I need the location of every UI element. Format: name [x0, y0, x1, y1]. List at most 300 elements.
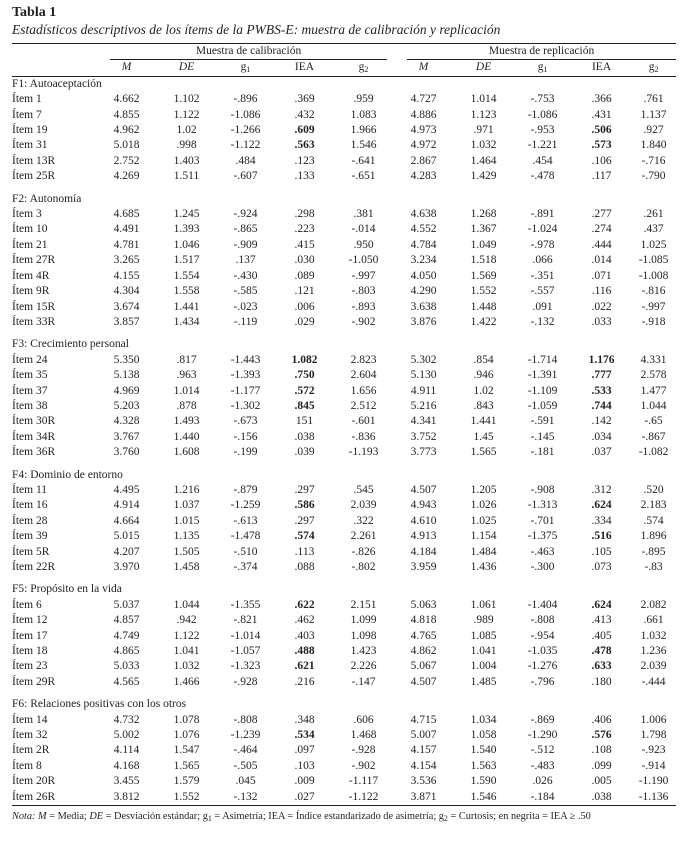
table-cell: 2.867: [410, 154, 437, 167]
table-cell: -1.086: [527, 108, 558, 121]
table-cell: -.821: [233, 614, 258, 627]
table-cell: -.869: [530, 713, 555, 726]
table-cell: .971: [473, 124, 494, 137]
table-cell: .633: [591, 660, 612, 673]
table-cell: 5.037: [113, 598, 140, 611]
table-row: [12, 598, 676, 613]
item-label: Ítem 22R: [12, 561, 56, 573]
table-cell: .369: [294, 93, 315, 106]
item-label: Ítem 23: [12, 660, 48, 673]
table-cell: 2.823: [350, 353, 377, 366]
table-cell: 1.037: [173, 499, 200, 512]
table-row: [12, 284, 676, 299]
table-cell: .039: [294, 446, 315, 459]
table-cell: 4.855: [113, 108, 140, 121]
table-cell: 1.076: [173, 729, 200, 742]
table-cell: 4.155: [113, 269, 140, 282]
table-cell: 4.732: [113, 713, 140, 726]
table-cell: .573: [591, 139, 612, 152]
table-cell: -1.478: [230, 530, 261, 543]
item-label: Ítem 29R: [12, 675, 56, 688]
table-cell: 4.304: [113, 285, 140, 298]
item-label: Ítem 19: [12, 124, 48, 137]
table-cell: -1.085: [638, 254, 669, 267]
table-cell: -.351: [530, 269, 555, 282]
table-cell: 5.138: [113, 369, 140, 382]
table-cell: .103: [294, 759, 315, 772]
table-cell: 3.638: [410, 300, 437, 313]
table-cell: -.923: [641, 744, 666, 757]
table-row: [12, 430, 676, 445]
table-cell: 1.083: [350, 108, 377, 121]
table-cell: 4.290: [410, 285, 437, 298]
table-cell: 1.014: [470, 93, 497, 106]
table-cell: -.826: [351, 545, 376, 558]
table-cell: -1.276: [527, 660, 558, 673]
table-cell: .405: [591, 629, 612, 642]
table-cell: 1.511: [173, 170, 200, 183]
table-cell: .534: [294, 729, 315, 742]
table-cell: -.816: [641, 285, 666, 298]
table-cell: -.145: [530, 430, 555, 443]
table-cell: 4.972: [410, 139, 437, 152]
table-cell: .133: [294, 170, 315, 183]
table-cell: 3.234: [410, 254, 437, 267]
table-cell: -1.024: [527, 223, 558, 236]
item-label: Ítem 36R: [12, 446, 56, 459]
item-label: Ítem 18: [12, 645, 48, 658]
table-cell: 1.02: [176, 124, 197, 137]
table-cell: .071: [591, 269, 612, 282]
table-cell: .274: [591, 223, 612, 236]
table-row: [12, 445, 676, 460]
table-cell: 1.429: [470, 170, 497, 183]
table-cell: 4.973: [410, 124, 437, 137]
table-cell: -.953: [530, 124, 555, 137]
item-label: Ítem 17: [12, 629, 48, 642]
table-row: [12, 743, 676, 758]
table-cell: 1.216: [173, 483, 200, 496]
table-cell: -1.050: [348, 254, 379, 267]
table-cell: .576: [591, 729, 612, 742]
table-cell: .006: [294, 300, 315, 313]
table-cell: 5.007: [410, 729, 437, 742]
table-cell: -.132: [216, 790, 275, 806]
table-cell: .506: [591, 124, 612, 137]
table-cell: 5.302: [410, 353, 437, 366]
col-header-g1: $g_1$: [513, 60, 572, 76]
table-cell: .009: [294, 775, 315, 788]
table-cell: -.891: [530, 208, 555, 221]
table-cell: 4.818: [410, 614, 437, 627]
table-cell: 1.058: [470, 729, 497, 742]
table-cell: -.300: [530, 561, 555, 573]
table-cell: -.896: [233, 93, 258, 106]
table-cell: .563: [294, 139, 315, 152]
col-header-iea: IEA: [572, 60, 631, 76]
table-cell: .105: [591, 545, 612, 558]
table-cell: -.865: [233, 223, 258, 236]
table-cell: .097: [294, 744, 315, 757]
table-cell: 3.674: [113, 300, 140, 313]
table-cell: 1.493: [173, 415, 200, 428]
table-cell: 1.082: [291, 353, 318, 366]
table-row: [12, 545, 676, 560]
table-cell: .878: [176, 399, 197, 412]
table-cell: 1.032: [173, 660, 200, 673]
table-cell: .946: [473, 369, 494, 382]
section-header-row: [12, 76, 676, 92]
table-cell: .606: [353, 713, 374, 726]
table-cell: 1.798: [640, 729, 667, 742]
item-label: Ítem 20R: [12, 775, 56, 788]
table-cell: 1.554: [173, 269, 200, 282]
table-cell: -1.082: [638, 446, 669, 459]
table-cell: -1.443: [230, 353, 261, 366]
col-header-m: M: [393, 60, 454, 76]
table-cell: 1.441: [470, 415, 497, 428]
group-header-calibracion: Muestra de calibración: [110, 44, 387, 60]
table-row: [12, 483, 676, 498]
table-cell: 1.458: [173, 561, 200, 573]
table-cell: -.505: [233, 759, 258, 772]
item-label: Ítem 34R: [12, 430, 56, 443]
table-cell: -.701: [530, 514, 555, 527]
item-label: Ítem 30R: [12, 415, 56, 428]
table-cell: 1.518: [470, 254, 497, 267]
col-header-g2: $g_2$: [631, 60, 676, 76]
table-cell: .661: [643, 614, 664, 627]
table-cell: 2.512: [350, 399, 377, 412]
table-row: [12, 353, 676, 368]
section-header-row: [12, 468, 676, 483]
table-cell: 4.341: [410, 415, 437, 428]
table-cell: 4.157: [410, 744, 437, 757]
table-cell: 1.099: [350, 614, 377, 627]
table-cell: -.463: [530, 545, 555, 558]
table-cell: .444: [591, 238, 612, 251]
table-cell: .030: [294, 254, 315, 267]
table-cell: 5.203: [113, 399, 140, 412]
table-cell: -1.239: [230, 729, 261, 742]
table-cell: -.954: [530, 629, 555, 642]
table-cell: -.716: [641, 154, 666, 167]
table-cell: 2.151: [350, 598, 377, 611]
table-cell: -.997: [641, 300, 666, 313]
table-cell: .121: [294, 285, 315, 298]
table-cell: 4.765: [410, 629, 437, 642]
table-cell: -1.714: [527, 353, 558, 366]
table-cell: .142: [591, 415, 612, 428]
table-cell: .574: [294, 530, 315, 543]
table-cell: 5.350: [113, 353, 140, 366]
table-cell: .137: [235, 254, 256, 267]
table-cell: 1.441: [173, 300, 200, 313]
table-cell: 4.565: [113, 675, 140, 688]
table-cell: -.607: [233, 170, 258, 183]
table-cell: .180: [591, 675, 612, 688]
table-cell: .033: [591, 315, 612, 328]
table-cell: -.510: [233, 545, 258, 558]
item-label: Ítem 2R: [12, 744, 50, 757]
table-cell: 3.752: [410, 430, 437, 443]
table-note: [12, 810, 676, 824]
table-cell: -.978: [530, 238, 555, 251]
col-header-de: DE: [454, 60, 513, 76]
table-cell: .415: [294, 238, 315, 251]
table-cell: -1.059: [527, 399, 558, 412]
table-cell: -.601: [351, 415, 376, 428]
item-label: Ítem 7: [12, 108, 42, 121]
table-cell: 4.207: [113, 545, 140, 558]
table-cell: -.867: [641, 430, 666, 443]
table-cell: 1.563: [470, 759, 497, 772]
item-label: Ítem 15R: [12, 300, 56, 313]
table-cell: 1.044: [640, 399, 667, 412]
table-cell: -.181: [530, 446, 555, 459]
note-de-definition: = Desviación estándar;: [105, 811, 201, 823]
table-cell: 1.608: [173, 446, 200, 459]
table-cell: .413: [591, 614, 612, 627]
table-row: [12, 300, 676, 315]
table-cell: -.796: [530, 675, 555, 688]
table-cell: .005: [591, 775, 612, 788]
descriptive-stats-table: [12, 43, 676, 806]
table-cell: .750: [294, 369, 315, 382]
table-row: [12, 514, 676, 529]
table-cell: 1.032: [470, 139, 497, 152]
table-cell: 1.004: [470, 660, 497, 673]
table-cell: 1.268: [470, 208, 497, 221]
table-cell: 1.049: [470, 238, 497, 251]
table-cell: .034: [591, 430, 612, 443]
column-header-row: [12, 60, 676, 76]
item-label: Ítem 28: [12, 514, 48, 527]
table-cell: -.132: [530, 315, 555, 328]
table-cell: 1.565: [173, 759, 200, 772]
table-cell: .038: [294, 430, 315, 443]
item-label: Ítem 8: [12, 759, 42, 772]
table-cell: 4.495: [113, 483, 140, 496]
table-row: [12, 207, 676, 222]
table-row: [12, 759, 676, 774]
table-cell: 1.367: [470, 223, 497, 236]
table-cell: -.753: [530, 93, 555, 106]
table-cell: -1.221: [527, 139, 558, 152]
section-spacer: [12, 330, 676, 337]
table-cell: -.902: [351, 315, 376, 328]
table-cell: 3.959: [410, 561, 437, 573]
table-cell: -.483: [530, 759, 555, 772]
table-cell: 1.464: [470, 154, 497, 167]
table-cell: -1.086: [230, 108, 261, 121]
section-header-row: [12, 192, 676, 207]
table-cell: .261: [643, 208, 664, 221]
table-row: [12, 560, 676, 575]
table-cell: .927: [643, 124, 664, 137]
table-cell: -1.313: [527, 499, 558, 512]
table-cell: -.119: [233, 315, 258, 328]
table-body: [12, 76, 676, 805]
table-cell: .216: [294, 675, 315, 688]
item-label: Ítem 6: [12, 598, 42, 611]
table-cell: 1.484: [470, 545, 497, 558]
table-cell: 4.857: [113, 614, 140, 627]
table-cell: 1.468: [350, 729, 377, 742]
table-cell: -1.190: [638, 775, 669, 788]
col-header-g1: $g_1$: [216, 60, 275, 76]
table-cell: -.836: [351, 430, 376, 443]
table-cell: 3.536: [410, 775, 437, 788]
item-label: Ítem 1: [12, 93, 42, 106]
table-row: [12, 238, 676, 253]
table-cell: 1.098: [350, 629, 377, 642]
table-row: [12, 92, 676, 107]
table-cell: 1.552: [157, 790, 216, 806]
table-cell: -.902: [351, 759, 376, 772]
table-row: [12, 713, 676, 728]
table-row: [12, 222, 676, 237]
table-cell: -.651: [351, 170, 376, 183]
table-cell: 3.871: [393, 790, 454, 806]
table-cell: 4.331: [640, 353, 667, 366]
note-m-symbol: M: [38, 811, 47, 823]
table-cell: -1.057: [230, 645, 261, 658]
col-header-de: DE: [157, 60, 216, 76]
table-cell: -1.177: [230, 384, 261, 397]
table-cell: .312: [591, 483, 612, 496]
table-cell: 4.050: [410, 269, 437, 282]
table-cell: 3.455: [113, 775, 140, 788]
table-cell: .066: [532, 254, 553, 267]
col-header-m: M: [96, 60, 157, 76]
item-label: Ítem 33R: [12, 315, 56, 328]
item-label: Ítem 14: [12, 713, 48, 726]
table-cell: -1.290: [527, 729, 558, 742]
table-cell: .431: [591, 108, 612, 121]
table-cell: 3.760: [113, 446, 140, 459]
table-row: [12, 253, 676, 268]
table-cell: 1.205: [470, 483, 497, 496]
item-label: Ítem 26R: [12, 790, 96, 806]
table-cell: -1.117: [348, 775, 379, 788]
table-row: [12, 384, 676, 399]
table-cell: .744: [591, 399, 612, 412]
section-spacer: [12, 185, 676, 192]
table-row: [12, 138, 676, 153]
table-cell: 1.546: [454, 790, 513, 806]
table-cell: -1.404: [527, 598, 558, 611]
section-title: F5: Propósito en la vida: [12, 583, 122, 596]
table-cell: 1.061: [470, 598, 497, 611]
table-cell: 1.102: [173, 93, 200, 106]
table-cell: 4.507: [410, 675, 437, 688]
table-cell: 1.552: [470, 285, 497, 298]
item-label: Ítem 38: [12, 399, 48, 412]
table-cell: .366: [591, 93, 612, 106]
table-cell: .942: [176, 614, 197, 627]
item-label: Ítem 24: [12, 353, 48, 366]
table-cell: 4.862: [410, 645, 437, 658]
table-cell: 1.547: [173, 744, 200, 757]
table-cell: .406: [591, 713, 612, 726]
item-label: Ítem 31: [12, 139, 48, 152]
table-cell: 1.656: [350, 384, 377, 397]
table-cell: -.464: [233, 744, 258, 757]
table-cell: -.374: [233, 561, 258, 573]
table-cell: 1.078: [173, 713, 200, 726]
table-cell: 1.466: [173, 675, 200, 688]
table-cell: .116: [591, 285, 612, 298]
section-spacer: [12, 575, 676, 582]
table-cell: .437: [643, 223, 664, 236]
table-cell: -.014: [351, 223, 376, 236]
table-cell: 1.025: [640, 238, 667, 251]
table-cell: 4.962: [113, 124, 140, 137]
table-cell: 1.025: [470, 514, 497, 527]
table-cell: .106: [591, 154, 612, 167]
table-row: [12, 315, 676, 330]
table-cell: .989: [473, 614, 494, 627]
table-cell: 1.840: [640, 139, 667, 152]
table-cell: 2.039: [640, 660, 667, 673]
table-cell: 5.033: [113, 660, 140, 673]
table-cell: -.613: [233, 514, 258, 527]
table-cell: 1.154: [470, 530, 497, 543]
table-cell: .091: [532, 300, 553, 313]
table-cell: 4.154: [410, 759, 437, 772]
section-spacer: [12, 690, 676, 697]
table-cell: 4.114: [113, 744, 140, 757]
group-header-replicacion: Muestra de replicación: [407, 44, 676, 60]
table-cell: 1.422: [470, 315, 497, 328]
table-cell: 1.122: [173, 108, 200, 121]
table-cell: .845: [294, 399, 315, 412]
table-row: [12, 414, 676, 429]
table-cell: .622: [294, 598, 315, 611]
table-cell: -1.375: [527, 530, 558, 543]
table-cell: -.895: [641, 545, 666, 558]
table-cell: 1.034: [470, 713, 497, 726]
table-cell: 1.393: [173, 223, 200, 236]
table-cell: .108: [591, 744, 612, 757]
table-cell: 1.505: [173, 545, 200, 558]
table-cell: -.928: [351, 744, 376, 757]
table-cell: 4.727: [410, 93, 437, 106]
table-cell: .609: [294, 124, 315, 137]
table-cell: 2.082: [640, 598, 667, 611]
table-cell: 4.328: [113, 415, 140, 428]
table-cell: 2.226: [350, 660, 377, 673]
table-cell: .854: [473, 353, 494, 366]
table-cell: .322: [353, 514, 374, 527]
table-cell: 1.423: [350, 645, 377, 658]
table-cell: .624: [591, 499, 612, 512]
table-cell: 1.015: [173, 514, 200, 527]
table-row: [12, 169, 676, 184]
table-cell: 5.063: [410, 598, 437, 611]
item-label: Ítem 16: [12, 499, 48, 512]
table-cell: -1.122: [334, 790, 393, 806]
table-cell: .533: [591, 384, 612, 397]
table-cell: -.879: [233, 483, 258, 496]
table-cell: 1.540: [470, 744, 497, 757]
section-title: F4: Dominio de entorno: [12, 468, 123, 481]
item-label: Ítem 4R: [12, 269, 50, 282]
col-header-g2: $g_2$: [334, 60, 393, 76]
table-cell: 2.261: [350, 530, 377, 543]
table-cell: -.430: [233, 269, 258, 282]
